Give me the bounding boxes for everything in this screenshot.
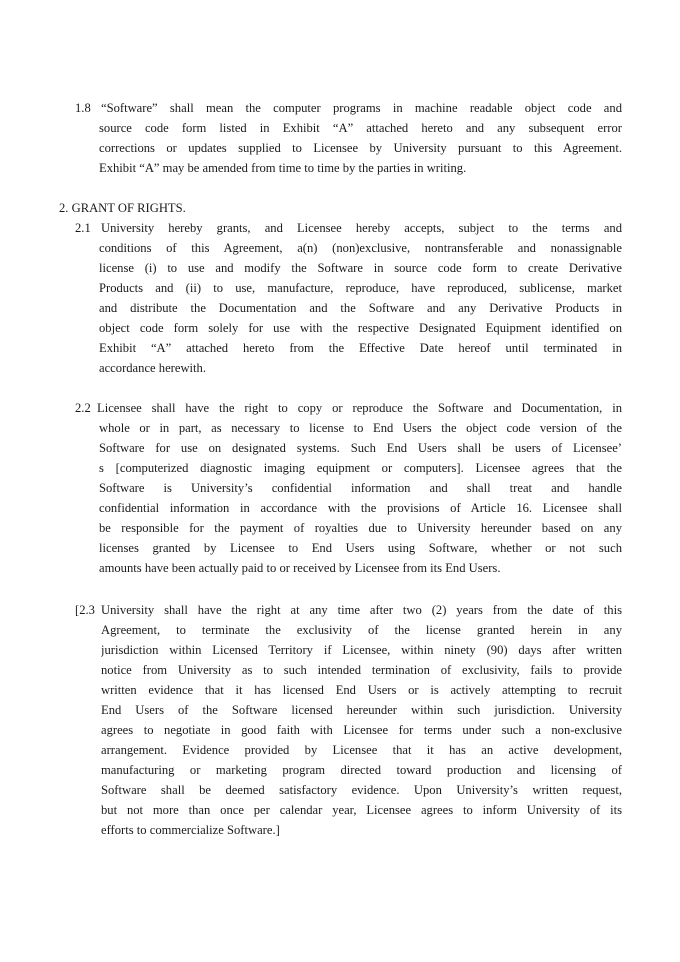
paragraph-line: conditions of this Agreement, a(n) (non)exclusive, nontransferable and nonassignable (99, 241, 622, 255)
paragraph-line: confidential information in accordance with the provisions of Article 16. Licensee shall (99, 501, 622, 515)
paragraph-line: University hereby grants, and Licensee hereby accepts, subject to the terms and (101, 221, 622, 235)
paragraph-line: “Software” shall mean the computer programs in machine readable object code and (101, 101, 622, 115)
paragraph-line: agrees to negotiate in good faith with Licensee for terms under such a non-exclusive (101, 723, 622, 737)
paragraph-line: but not more than once per calendar year, Licensee agrees to inform University of its (101, 803, 622, 817)
paragraph-line: and distribute the Documentation and the Software and any Derivative Products in (99, 301, 622, 315)
paragraph-line: licenses granted by Licensee to End Users using Software, whether or not such (99, 541, 622, 555)
paragraph-line: accordance herewith. (99, 361, 206, 375)
paragraph-line: Licensee shall have the right to copy or reproduce the Software and Documentation, in (97, 401, 622, 415)
paragraph-line: Software shall be deemed satisfactory evidence. Upon University’s written request, (101, 783, 622, 797)
paragraph-line: object code form solely for use with the respective Designated Equipment identified on (99, 321, 622, 335)
paragraph-line: Exhibit “A” may be amended from time to time by the parties in writing. (99, 161, 467, 175)
paragraph-line: written evidence that it has licensed End Users or is actively attempting to recruit (101, 683, 622, 697)
paragraph-line: license (i) to use and modify the Software in source code form to create Derivative (99, 261, 622, 275)
section-number: 2.2 (75, 401, 91, 415)
paragraph-line: amounts have been actually paid to or received by Licensee from its End Users. (99, 561, 501, 575)
paragraph-line: efforts to commercialize Software.] (101, 823, 280, 837)
paragraph-line: University shall have the right at any time after two (2) years from the date of this (101, 603, 622, 617)
paragraph-line: Exhibit “A” attached hereto from the Effective Date hereof until terminated in (99, 341, 622, 355)
paragraph-line: be responsible for the payment of royalties due to University hereunder based on any (99, 521, 622, 535)
section-number: 2.1 (75, 221, 91, 235)
section-number: [2.3 (75, 603, 95, 617)
paragraph-line: manufacturing or marketing program directed toward production and licensing of (101, 763, 622, 777)
paragraph-line: Agreement, to terminate the exclusivity of the license granted herein in any (101, 623, 622, 637)
section-heading-grant-of-rights: 2. GRANT OF RIGHTS. (59, 201, 186, 215)
paragraph-line: arrangement. Evidence provided by Licensee that it has an active development, (101, 743, 622, 757)
paragraph-line: source code form listed in Exhibit “A” attached hereto and any subsequent error (99, 121, 622, 135)
paragraph-line: notice from University as to such intended termination of exclusivity, fails to provide (101, 663, 622, 677)
section-number: 1.8 (75, 101, 91, 115)
paragraph-line: Products and (ii) to use, manufacture, reproduce, have reproduced, sublicense, market (99, 281, 622, 295)
paragraph-line: jurisdiction within Licensed Territory if Licensee, within ninety (90) days after written (101, 643, 622, 657)
paragraph-line: End Users of the Software licensed hereunder within such jurisdiction. University (101, 703, 622, 717)
paragraph-line: Software is University’s confidential information and shall treat and handle (99, 481, 622, 495)
paragraph-line: Software for use on designated systems. Such End Users shall be users of Licensee’ (99, 441, 622, 455)
paragraph-line: corrections or updates supplied to Licensee by University pursuant to this Agreement. (99, 141, 622, 155)
paragraph-line: whole or in part, as necessary to license to End Users the object code version of the (99, 421, 622, 435)
paragraph-line: s [computerized diagnostic imaging equipment or computers]. Licensee agrees that the (99, 461, 622, 475)
